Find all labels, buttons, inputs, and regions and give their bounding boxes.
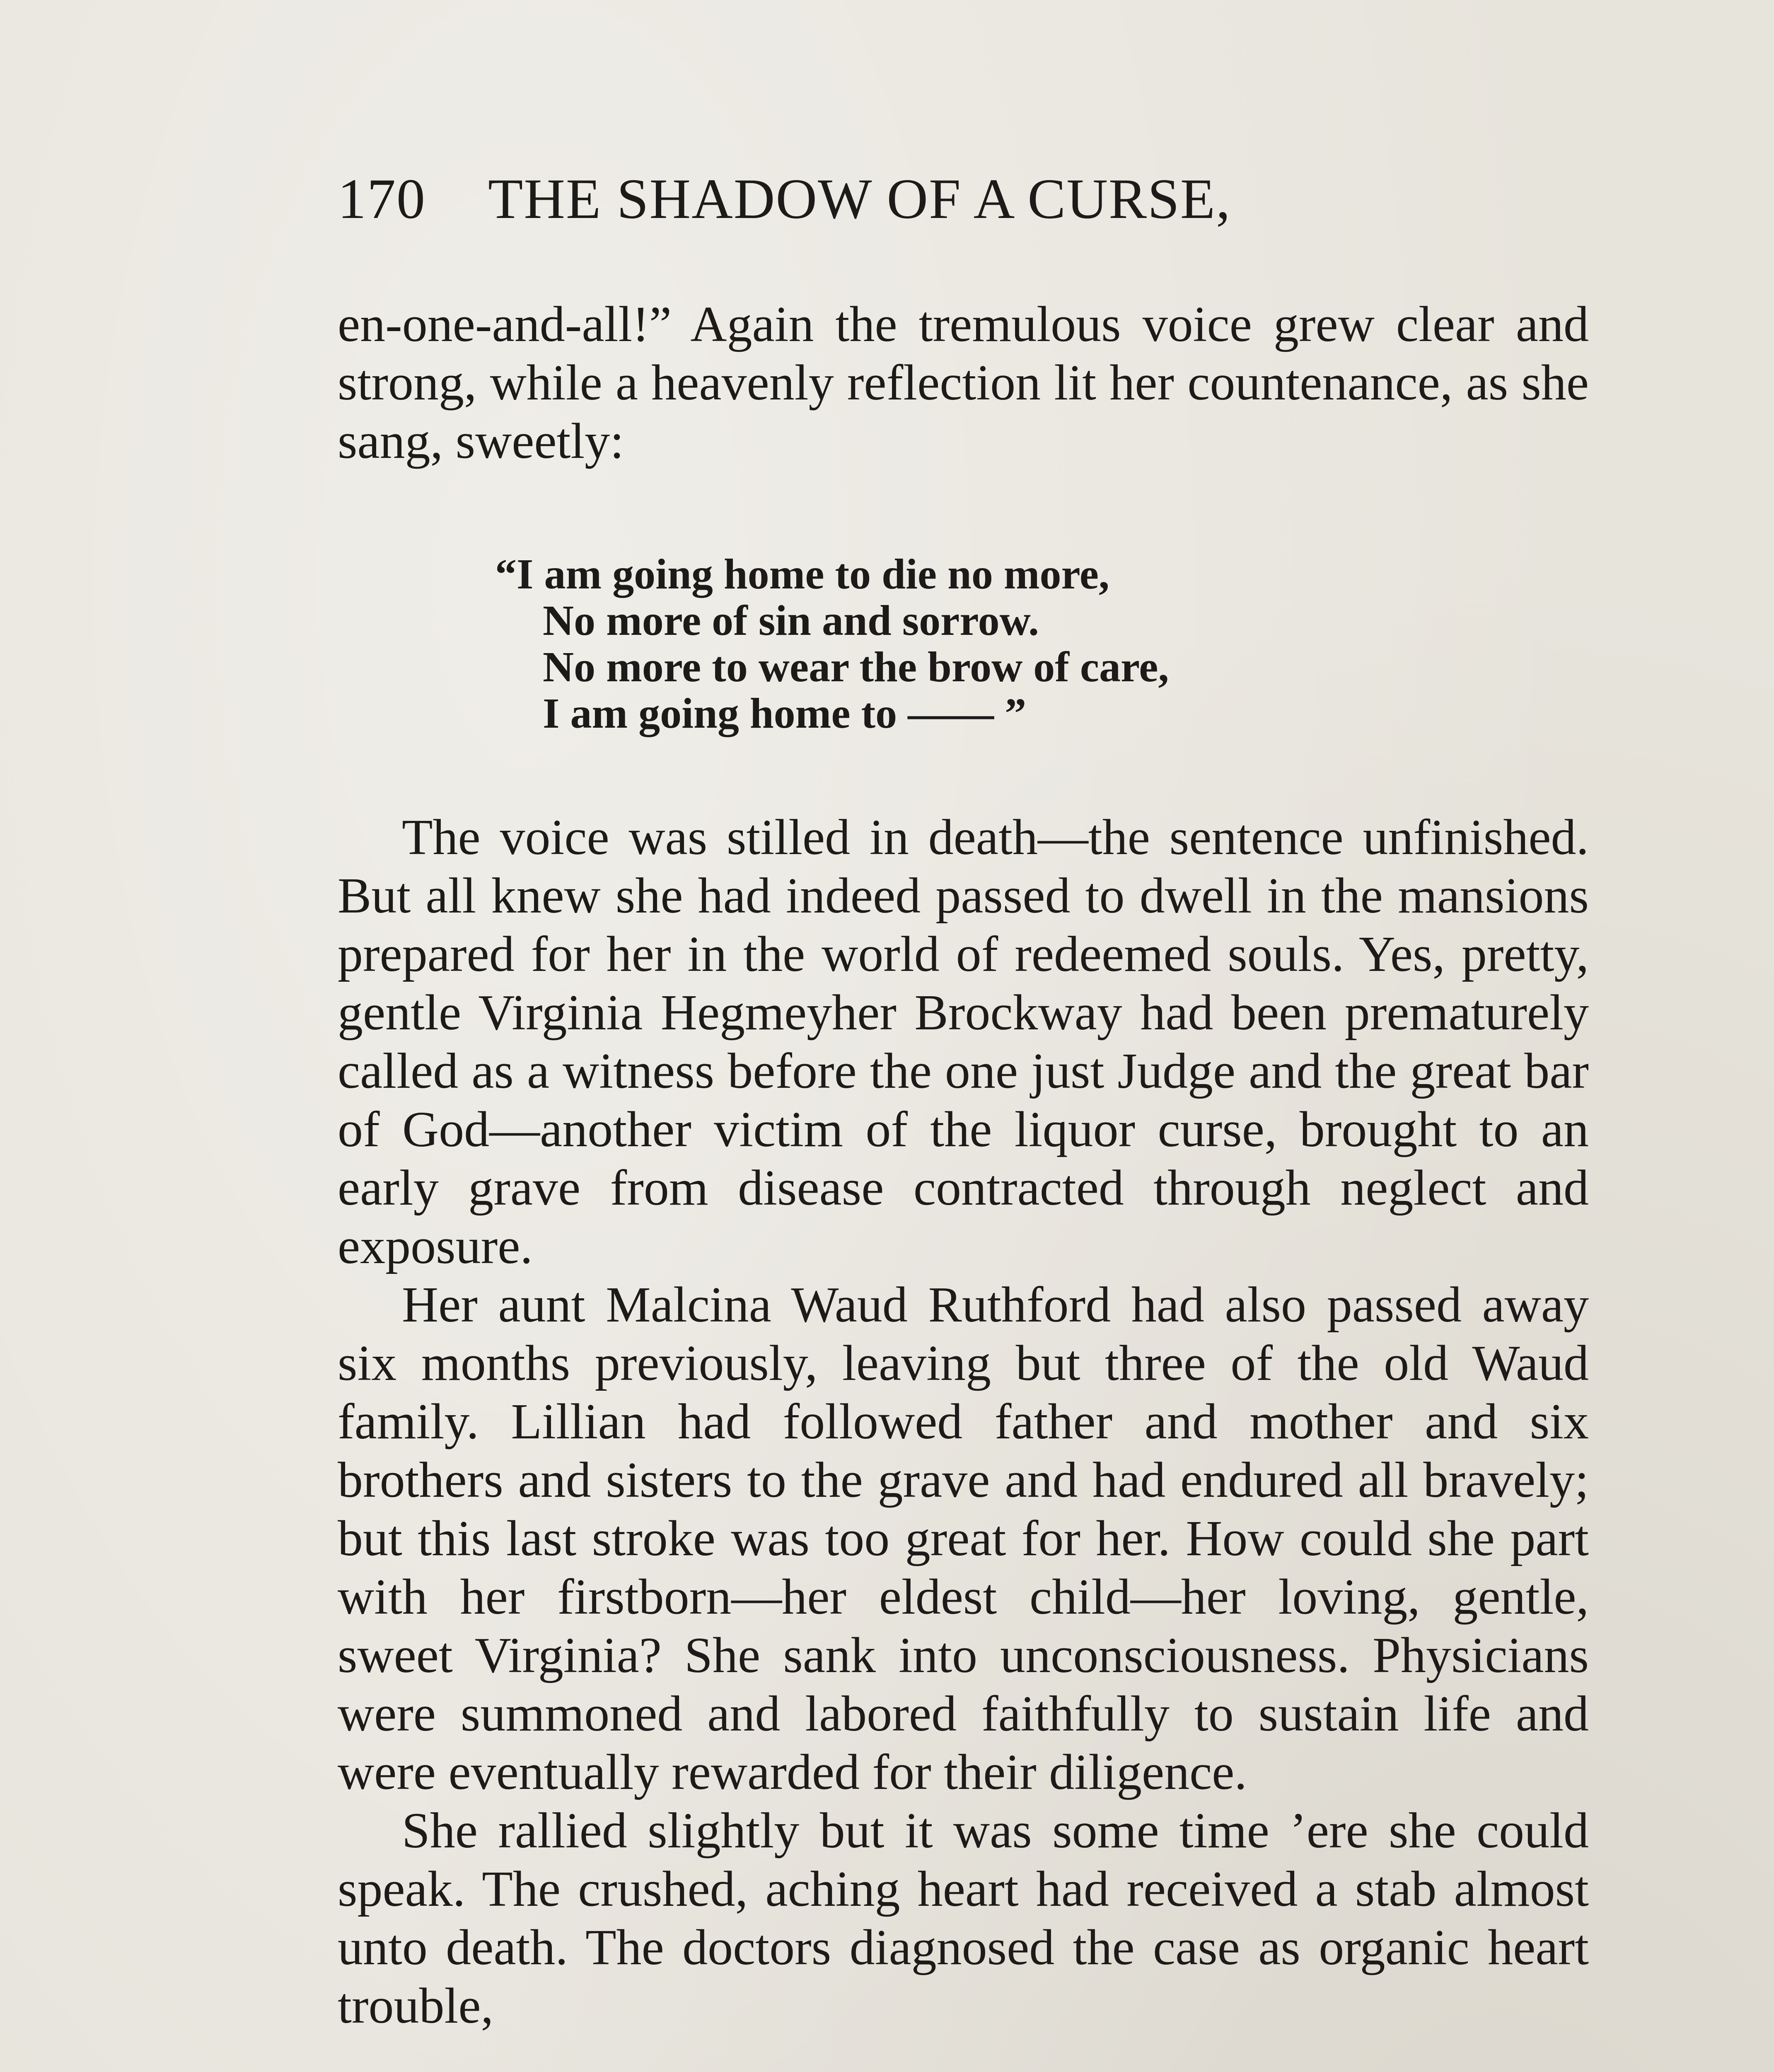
opening-paragraph-block bbox=[338, 295, 1589, 470]
paragraph: Her aunt Malcina Waud Ruthford had also passed away six months previously, leaving but three of the old Waud family. Lillian had followed father and mother and six brothers and sisters to the grave and had endured all bravely; but this last stroke was too great for her. How could she part with her firstborn—her eldest child—her loving, gentle, sweet Virginia? She sank into unconsciousness. Physicians were summoned and labored faithfully to sustain life and were eventually rewarded for their diligence. bbox=[338, 1277, 1589, 1800]
body-text bbox=[338, 808, 1589, 2035]
poem-stanza bbox=[495, 551, 1489, 737]
running-title: THE SHADOW OF A CURSE, bbox=[488, 167, 1231, 230]
poem-line: “I am going home to die no more, bbox=[495, 550, 1109, 598]
paragraph: The voice was stilled in death—the sentence unfinished. But all knew she had indeed passed to dwell in the mansions prepared for her in the world of redeemed souls. Yes, pretty, gentle Virginia Hegmeyher Brockway had been prematurely called as a witness before the one just Judge and the great bar of God—another victim of the liquor curse, brought to an early grave from disease contracted through neglect and exposure. bbox=[338, 809, 1589, 1274]
running-header bbox=[338, 166, 1605, 240]
poem-line: No more of sin and sorrow. bbox=[543, 597, 1039, 644]
page-number: 170 bbox=[338, 167, 426, 230]
paragraph: She rallied slightly but it was some time ’ere she could speak. The crushed, aching heart had received a stab almost unto death. The doctors diagnosed the case as organic heart trouble, bbox=[338, 1803, 1589, 2034]
poem-line: No more to wear the brow of care, bbox=[543, 643, 1169, 691]
poem-line: I am going home to —— ” bbox=[543, 690, 1027, 737]
opening-paragraph: en-one-and-all!” Again the tremulous voice grew clear and strong, while a heavenly reflection lit her countenance, as she sang, sweetly: bbox=[338, 296, 1589, 469]
